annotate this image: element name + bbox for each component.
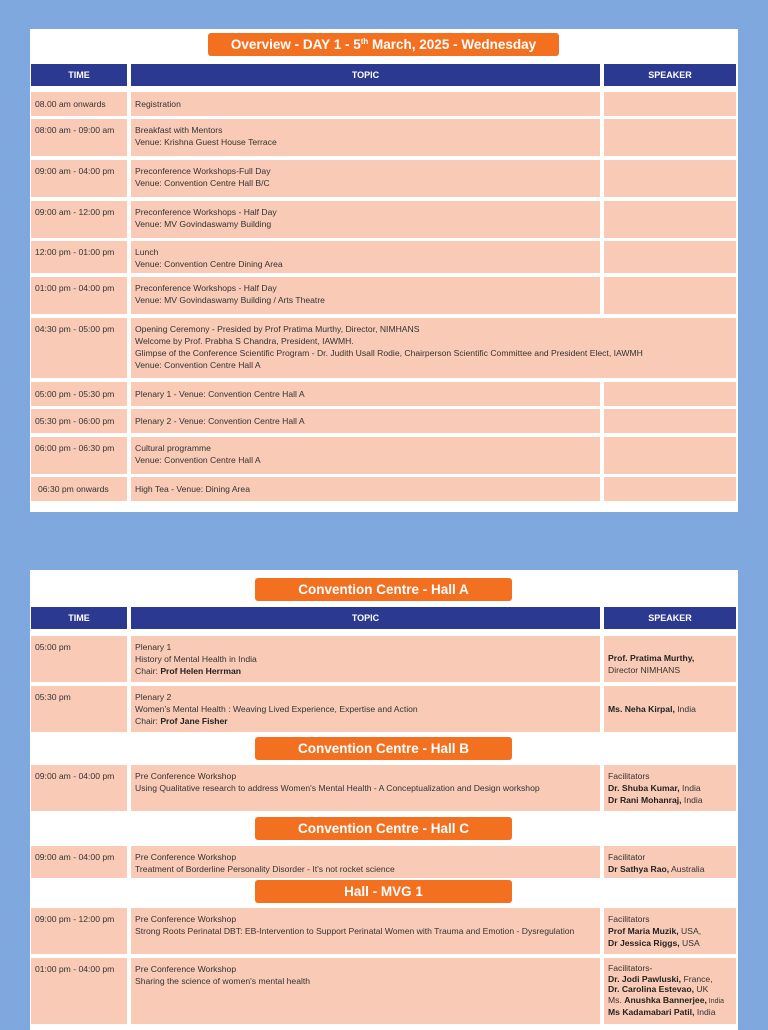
- speaker-cell: [604, 382, 736, 406]
- topic-cell: [131, 765, 600, 811]
- speaker-name: Ms Kadamabari Patil,: [608, 1007, 695, 1018]
- topic-line: Venue: Convention Centre Dining Area: [135, 259, 283, 269]
- speaker-cell: [604, 277, 736, 314]
- topic-cell: [131, 908, 600, 954]
- topic-line: Using Qualitative research to address Women's Mental Health - A Conceptualization and Design workshop: [135, 783, 540, 793]
- topic-line: Venue: Convention Centre Hall A: [135, 360, 261, 370]
- speaker-cell: [604, 409, 736, 433]
- topic-line: Registration: [135, 99, 181, 109]
- topic-line: Sharing the science of women's mental health: [135, 976, 311, 986]
- speaker-cell: [604, 160, 736, 197]
- topic-line: Women's Mental Health : Weaving Lived Experience, Expertise and Action: [135, 704, 418, 714]
- speaker-cell: [604, 241, 736, 273]
- topic-line: Cultural programme: [135, 443, 211, 453]
- speaker-cell: [604, 846, 736, 878]
- speaker-line: [608, 794, 732, 806]
- topic-line: High Tea - Venue: Dining Area: [135, 484, 250, 494]
- speaker-country: USA: [679, 938, 700, 948]
- topic-line: Venue: Convention Centre Hall B/C: [135, 178, 270, 188]
- speaker-country: India: [674, 704, 696, 714]
- topic-line: History of Mental Health in India: [135, 654, 257, 664]
- topic-cell: [131, 160, 600, 197]
- topic-line: Treatment of Borderline Personality Disorder - It's not rocket science: [135, 864, 395, 874]
- topic-line: Welcome by Prof. Prabha S Chandra, President, IAWMH.: [135, 336, 354, 346]
- topic-cell: [131, 437, 600, 474]
- time-cell: 06:30 pm onwards: [31, 477, 127, 501]
- chair-label: Chair:: [135, 666, 161, 676]
- speaker-name: Prof. Pratima Murthy,: [608, 653, 695, 663]
- topic-line: Plenary 1 - Venue: Convention Centre Hall A: [135, 389, 305, 399]
- speaker-country: USA,: [678, 926, 702, 936]
- speaker-cell: [604, 437, 736, 474]
- topic-line: Pre Conference Workshop: [135, 914, 237, 924]
- hall-mvg1-banner: Hall - MVG 1: [255, 880, 512, 903]
- time-cell: 08.00 am onwards: [31, 92, 127, 116]
- topic-line: Plenary 2: [135, 692, 172, 702]
- topic-cell: [131, 119, 600, 156]
- speaker-country: India: [679, 783, 701, 793]
- speaker-line: [608, 925, 732, 937]
- header-time: TIME: [31, 64, 127, 86]
- hall-c-banner: Convention Centre - Hall C: [255, 817, 512, 840]
- speaker-cell: [604, 686, 736, 732]
- topic-cell: [131, 636, 600, 682]
- speaker-line: [608, 782, 732, 794]
- topic-cell: [131, 409, 600, 433]
- topic-line: Venue: Krishna Guest House Terrace: [135, 137, 277, 147]
- overview-banner: [208, 33, 559, 56]
- speaker-cell: [604, 201, 736, 238]
- banner-text: Overview - DAY 1 - 5: [230, 37, 361, 52]
- speaker-line: [608, 937, 732, 949]
- time-cell: 09:00 pm - 12:00 pm: [31, 908, 127, 954]
- topic-line: Venue: MV Govindaswamy Building: [135, 219, 272, 229]
- topic-line: Glimpse of the Conference Scientific Program - Dr. Judith Usall Rodie, Chairperson Scientific Committee and President Elect, IAWMH: [135, 348, 643, 358]
- speaker-cell: [604, 636, 736, 682]
- hall-b-banner: Convention Centre - Hall B: [255, 737, 512, 760]
- topic-cell: [131, 846, 600, 878]
- header-time: TIME: [31, 607, 127, 629]
- speaker-line: [608, 1007, 732, 1018]
- topic-cell: [131, 241, 600, 273]
- time-cell: 01:00 pm - 04:00 pm: [31, 277, 127, 314]
- topic-cell: [131, 382, 600, 406]
- topic-line: Lunch: [135, 247, 159, 257]
- time-cell: 12:00 pm - 01:00 pm: [31, 241, 127, 273]
- speaker-country: Australia: [669, 864, 705, 874]
- topic-cell: [131, 477, 600, 501]
- speaker-line: [608, 995, 732, 1008]
- time-cell: 05:30 pm - 06:00 pm: [31, 409, 127, 433]
- speaker-country: UK: [693, 984, 709, 995]
- speaker-name: Ms. Neha Kirpal,: [608, 704, 675, 714]
- speaker-label: Facilitators-: [608, 963, 653, 973]
- chair-line: [135, 715, 596, 727]
- speaker-cell: [604, 765, 736, 811]
- topic-line: Opening Ceremony - Presided by Prof Pratima Murthy, Director, NIMHANS: [135, 324, 420, 334]
- header-speaker: SPEAKER: [604, 64, 736, 86]
- overview-card: [30, 29, 738, 512]
- time-cell: 05:00 pm - 05:30 pm: [31, 382, 127, 406]
- speaker-cell: [604, 92, 736, 116]
- time-cell: 09:00 am - 12:00 pm: [31, 201, 127, 238]
- topic-line: Plenary 2 - Venue: Convention Centre Hall A: [135, 416, 305, 426]
- speaker-label: Facilitators: [608, 914, 650, 924]
- time-cell: 06:00 pm - 06:30 pm: [31, 437, 127, 474]
- speaker-name: Dr. Jodi Pawluski,: [608, 973, 682, 984]
- topic-cell: [131, 958, 600, 1024]
- speaker-label: Facilitators: [608, 771, 650, 781]
- time-cell: 09:00 am - 04:00 pm: [31, 160, 127, 197]
- banner-sup: th: [360, 37, 369, 46]
- time-cell: 09:00 am - 04:00 pm: [31, 765, 127, 811]
- speaker-country: India: [694, 1007, 716, 1018]
- topic-line: Breakfast with Mentors: [135, 125, 223, 135]
- speaker-line: [608, 974, 732, 985]
- time-cell: 01:00 pm - 04:00 pm: [31, 958, 127, 1024]
- halls-card: [30, 570, 738, 1030]
- topic-cell: [131, 277, 600, 314]
- topic-line: Pre Conference Workshop: [135, 852, 237, 862]
- speaker-cell: [604, 908, 736, 954]
- time-cell: 08:00 am - 09:00 am: [31, 119, 127, 156]
- topic-line: Strong Roots Perinatal DBT: EB-Intervention to Support Perinatal Women with Trauma and Emotion - Dysregulation: [135, 926, 575, 936]
- speaker-title: Ms.: [608, 994, 625, 1005]
- speaker-line: [608, 703, 732, 715]
- speaker-line: [608, 984, 732, 995]
- speaker-cell: [604, 119, 736, 156]
- speaker-label: Facilitator: [608, 852, 646, 862]
- header-topic: TOPIC: [131, 64, 600, 86]
- topic-line: Preconference Workshops - Half Day: [135, 283, 277, 293]
- topic-cell: [131, 686, 600, 732]
- speaker-name: Dr Jessica Riggs,: [608, 938, 680, 948]
- chair-label: Chair:: [135, 716, 161, 726]
- speaker-country: France,: [681, 973, 713, 984]
- speaker-name: Dr. Shuba Kumar,: [608, 783, 680, 793]
- speaker-name: Dr Rani Mohanraj,: [608, 795, 682, 805]
- speaker-name: Dr. Carolina Estevao,: [608, 984, 694, 995]
- header-speaker: SPEAKER: [604, 607, 736, 629]
- topic-cell: [131, 92, 600, 116]
- topic-line: Plenary 1: [135, 642, 172, 652]
- speaker-affiliation: Director NIMHANS: [608, 665, 681, 675]
- topic-cell: [131, 201, 600, 238]
- speaker-name: Prof Maria Muzik,: [608, 926, 679, 936]
- topic-line: Venue: MV Govindaswamy Building / Arts Theatre: [135, 295, 325, 305]
- topic-cell: [131, 318, 736, 378]
- chair-name: Prof Helen Herrman: [160, 666, 242, 676]
- topic-line: Pre Conference Workshop: [135, 964, 237, 974]
- topic-line: Pre Conference Workshop: [135, 771, 237, 781]
- time-cell: 09:00 am - 04:00 pm: [31, 846, 127, 878]
- speaker-line: [608, 863, 732, 875]
- time-cell: 05:00 pm: [31, 636, 127, 682]
- speaker-name: Dr Sathya Rao,: [608, 864, 670, 874]
- header-topic: TOPIC: [131, 607, 600, 629]
- time-cell: 05:30 pm: [31, 686, 127, 732]
- speaker-cell: [604, 477, 736, 501]
- topic-line: Preconference Workshops-Full Day: [135, 166, 271, 176]
- time-cell: 04:30 pm - 05:00 pm: [31, 318, 127, 378]
- hall-a-banner: Convention Centre - Hall A: [255, 578, 512, 601]
- speaker-country: India: [706, 997, 724, 1005]
- topic-line: Venue: Convention Centre Hall A: [135, 455, 261, 465]
- banner-text-suffix: March, 2025 - Wednesday: [368, 37, 537, 52]
- chair-name: Prof Jane Fisher: [160, 716, 228, 726]
- speaker-country: India: [681, 795, 703, 805]
- speaker-cell: [604, 958, 736, 1024]
- speaker-name: Anushka Bannerjee,: [624, 994, 707, 1005]
- chair-line: [135, 665, 596, 677]
- topic-line: Preconference Workshops - Half Day: [135, 207, 277, 217]
